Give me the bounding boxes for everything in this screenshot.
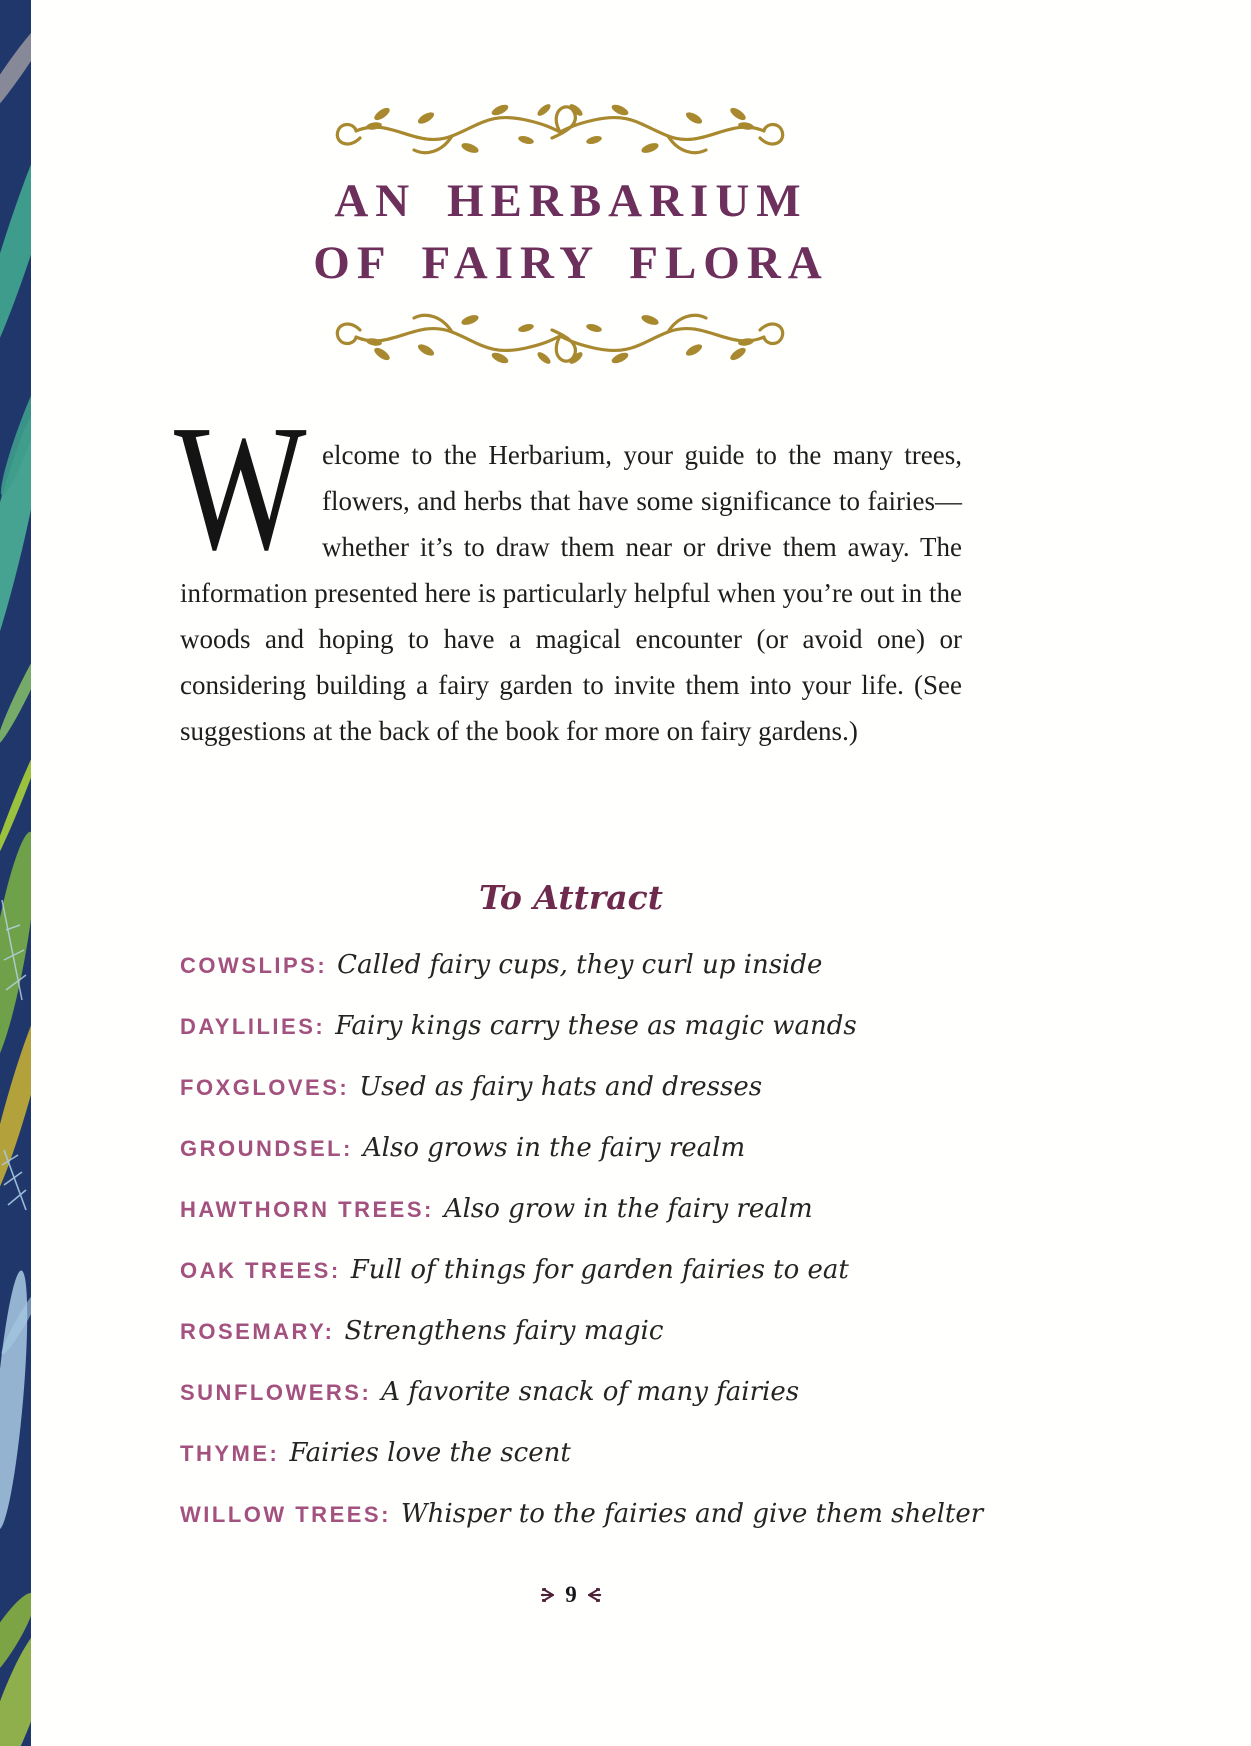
herb-description: Whisper to the fairies and give them shelter [400, 1499, 984, 1529]
herb-entry [180, 1131, 980, 1169]
leaf-sprig-icon [540, 1586, 556, 1604]
herb-entry [180, 1436, 980, 1474]
page-title-line2: OF FAIRY FLORA [313, 237, 829, 289]
leaf-sprig-icon [586, 1586, 602, 1604]
herb-description: Used as fairy hats and dresses [359, 1072, 763, 1102]
herb-name: WILLOW TREES: [180, 1502, 391, 1527]
herb-name: HAWTHORN TREES: [180, 1197, 434, 1222]
herb-entry [180, 1009, 980, 1047]
herb-entry [180, 1497, 984, 1535]
herb-name: GROUNDSEL: [180, 1136, 353, 1161]
herb-name: OAK TREES: [180, 1258, 341, 1283]
herb-entry [180, 1192, 980, 1230]
herb-entry-list [180, 948, 984, 1558]
herb-name: ROSEMARY: [180, 1319, 335, 1344]
vine-flourish-icon [330, 300, 790, 370]
page-title [180, 170, 962, 294]
page-title-line1: AN HERBARIUM [334, 175, 808, 227]
herb-entry [180, 1375, 980, 1413]
herb-name: SUNFLOWERS: [180, 1380, 372, 1405]
herb-entry [180, 1314, 980, 1352]
herb-description: A favorite snack of many fairies [381, 1377, 800, 1407]
herb-description: Also grow in the fairy realm [443, 1194, 813, 1224]
botanical-border-icon [0, 0, 31, 1746]
vine-flourish-icon [330, 98, 790, 168]
herb-entry [180, 1070, 980, 1108]
section-heading: To Attract [479, 878, 663, 917]
herb-description: Fairy kings carry these as magic wands [335, 1011, 857, 1041]
herb-description: Strengthens fairy magic [344, 1316, 664, 1346]
drop-cap: W [174, 388, 307, 587]
herb-name: THYME: [180, 1441, 280, 1466]
herb-entry [180, 948, 980, 986]
herb-name: DAYLILIES: [180, 1014, 326, 1039]
page-footer [180, 1582, 962, 1608]
herb-description: Also grows in the fairy realm [362, 1133, 746, 1163]
herb-description: Called fairy cups, they curl up inside [337, 950, 823, 980]
herb-description: Full of things for garden fairies to eat [350, 1255, 849, 1285]
herb-entry [180, 1253, 980, 1291]
intro-text: elcome to the Herbarium, your guide to the many trees, flowers, and herbs that have some significance to fairies—whether it’s to draw them near or drive them away. The information presented here is particularly helpful when you’re out in the woods and hoping to have a magical encounter (or avoid one) or considering building a fairy garden to invite them into your life. (See suggestions at the back of the book for more on fairy gardens.) [180, 440, 962, 746]
herb-name: COWSLIPS: [180, 953, 328, 978]
intro-paragraph [174, 388, 962, 754]
herb-description: Fairies love the scent [289, 1438, 571, 1468]
herb-name: FOXGLOVES: [180, 1075, 350, 1100]
page-number: 9 [565, 1582, 577, 1607]
